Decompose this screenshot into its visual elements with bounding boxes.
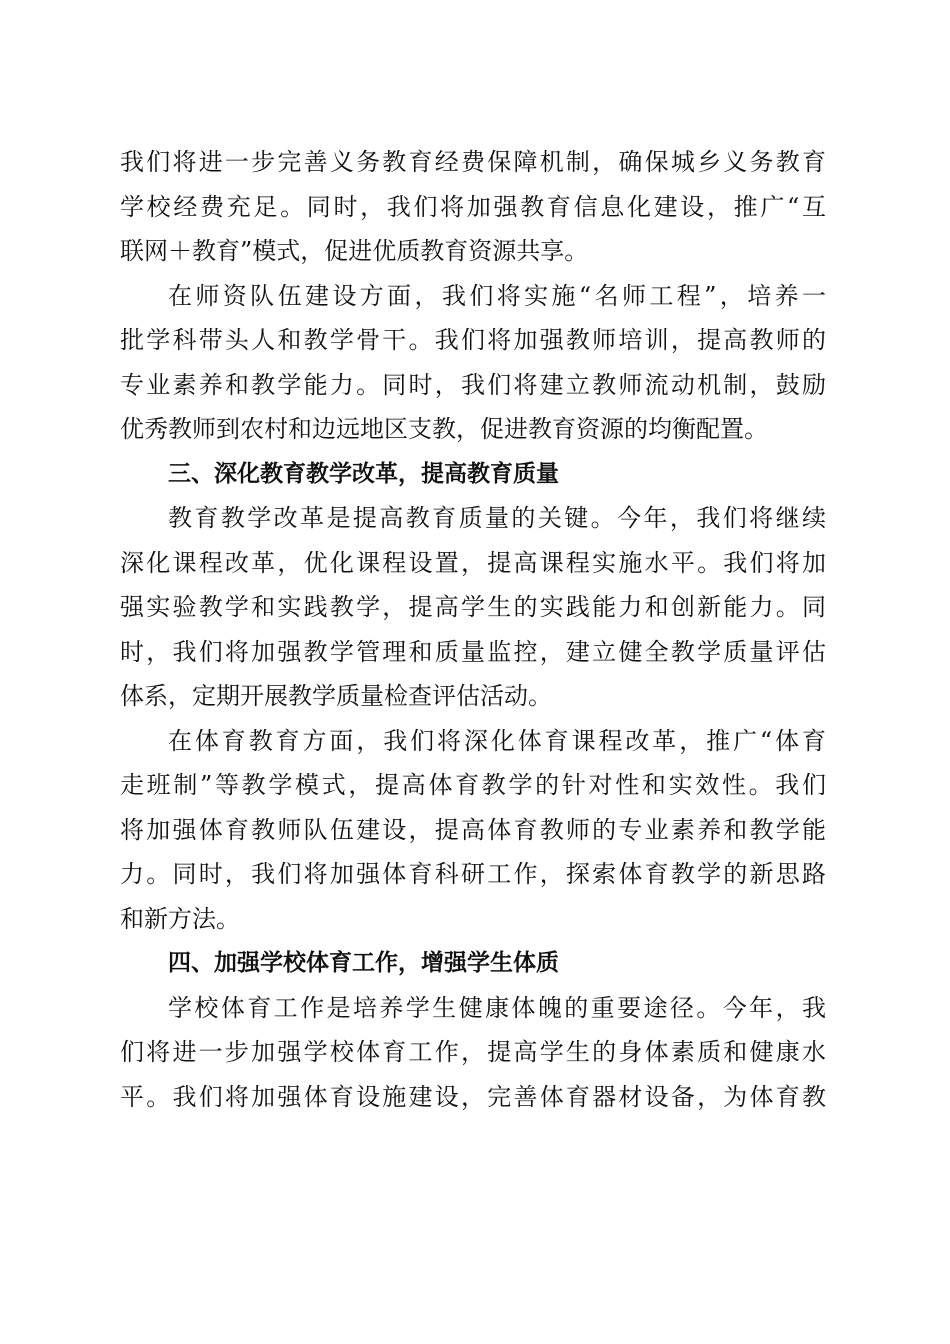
text-line: 和新方法。 <box>120 904 240 933</box>
text-line: 平。我们将加强体育设施建设，完善体育器材设备，为体育教 <box>120 1082 826 1111</box>
paragraph <box>120 986 826 1120</box>
section-heading: 四、加强学校体育工作，增强学生体质 <box>168 950 559 976</box>
paragraph <box>120 140 826 274</box>
text-line: 学校经费充足。同时，我们将加强教育信息化建设，推广“互 <box>120 192 826 221</box>
text-line: 教育教学改革是提高教育质量的关键。今年，我们将继续 <box>168 504 826 532</box>
text-line: 力。同时，我们将加强体育科研工作，探索体育教学的新思路 <box>120 860 826 888</box>
text-line: 们将进一步加强学校体育工作，提高学生的身体素质和健康水 <box>120 1038 826 1066</box>
text-line: 专业素养和教学能力。同时，我们将建立教师流动机制，鼓励 <box>120 370 826 399</box>
text-line: 我们将进一步完善义务教育经费保障机制，确保城乡义务教育 <box>120 148 826 176</box>
text-line: 强实验教学和实践教学，提高学生的实践能力和创新能力。同 <box>120 593 826 621</box>
text-line: 将加强体育教师队伍建设，提高体育教师的专业素养和教学能 <box>120 815 826 844</box>
text-line: 深化课程改革，优化课程设置，提高课程实施水平。我们将加 <box>120 548 826 577</box>
text-line: 走班制”等教学模式，提高体育教学的针对性和实效性。我们 <box>120 771 826 799</box>
paragraph <box>120 496 826 719</box>
paragraph <box>120 274 826 452</box>
text-line: 体系，定期开展教学质量检查评估活动。 <box>120 682 552 710</box>
document-page <box>120 140 826 1119</box>
section-heading: 三、深化教育教学改革，提高教育质量 <box>168 460 559 487</box>
text-line: 在体育教育方面，我们将深化体育课程改革，推广“体育 <box>168 726 826 755</box>
text-line: 优秀教师到农村和边远地区支教，促进教育资源的均衡配置。 <box>120 415 768 443</box>
text-line: 学校体育工作是培养学生健康体魄的重要途径。今年，我 <box>168 993 826 1022</box>
text-line: 联网＋教育”模式，促进优质教育资源共享。 <box>120 237 589 265</box>
text-line: 批学科带头人和教学骨干。我们将加强教师培训，提高教师的 <box>120 326 826 354</box>
text-line: 在师资队伍建设方面，我们将实施“名师工程”，培养一 <box>168 281 826 310</box>
text-line: 时，我们将加强教学管理和质量监控，建立健全教学质量评估 <box>120 637 826 666</box>
paragraph <box>120 719 826 942</box>
